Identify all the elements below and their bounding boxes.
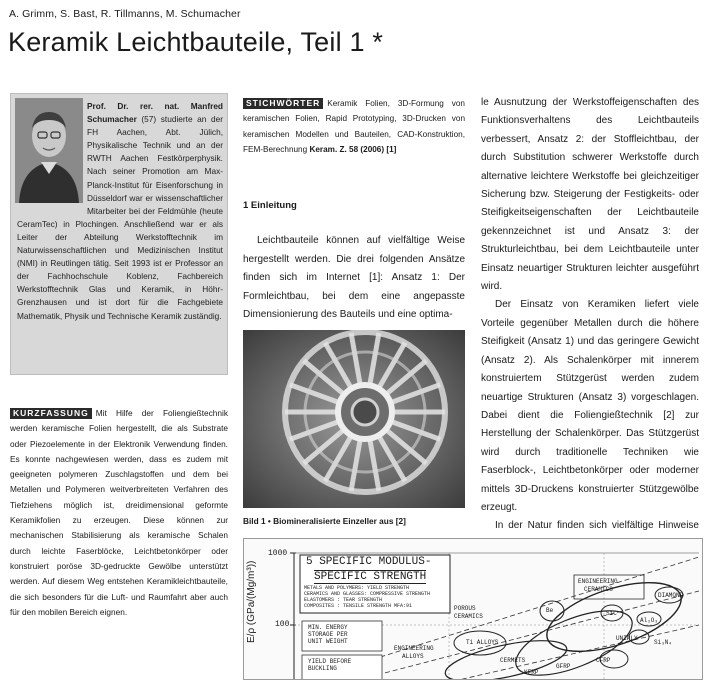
figure-1-micrograph <box>243 330 465 508</box>
figure-1-caption: Bild 1 • Biomineralisierte Einzeller aus [2] <box>243 516 406 526</box>
body-paragraph-1: le Ausnutzung der Werkstoffeigenschaften des Funktionsverhaltens des Leichtbauteils verbessert, Ansatz 2: der Stoffleichtbau, der durch Substitution schwerer Werkstoffe durch alternative leichtere Werkstoffe bei gleichzeitiger Sicherung bzw. Steigerung der Festigkeits- oder Steifigkeitseigenschaften der Leichtbauteile gekennzeichnet ist und Ansatz 3: der Strukturleichtbau, bei dem Leichtbauteile unter Einsatz neuartiger Strukturen leichter ausgeführt wird. <box>481 97 699 293</box>
region-label: ENGINEERING <box>394 645 434 652</box>
region-label: ALLOYS <box>402 653 424 660</box>
author-bio-box <box>10 93 228 375</box>
region-label: CERAMICS <box>584 586 613 593</box>
keywords-label: STICHWÖRTER <box>243 98 323 109</box>
chart-legend-line: ELASTOMERS : TEAR STRENGTH <box>304 597 383 603</box>
chart-legend-line: COMPOSITES : TENSILE STRENGTH MFA:91 <box>304 603 413 609</box>
yield-line: BUCKLING <box>308 665 337 672</box>
chart-title-line-1: 5 SPECIFIC MODULUS- <box>306 556 432 568</box>
abstract-text: Mit Hilfe der Foliengießtechnik werden keramische Folien hergestellt, die als Substrate oder Piezoelemente in der Elektronik Verwendung finden. Es konnte nachgewiesen werden, dass es zudem mit geeigneten polymeren Zuschlagstoffen und dem bei Metallen und Polymeren weitverbreiteten Verfahren des Tiefziehens möglich ist, dreidimensional geformte Keramikfolien zu erzeugen. Diese können zur mechanischen Stabilisierung als keramische Schalen durch leichte Faserblöcke, Leichtbetonkörper oder konstruiert poröse 3D-gedruckte Gewölbe unterstützt werden. Auf diesem Weg entstehen Keramikleichtbauteile, die sich besonders für die Luft- und Raumfahrt aber auch für den mobilen Bereich eignen. <box>10 408 228 617</box>
region-label: POROUS <box>454 605 476 612</box>
region-label: DIAMOND <box>658 592 684 599</box>
region-label: Al₂O₃ <box>640 617 659 624</box>
figure-2-ashby-chart <box>243 538 703 680</box>
y-tick-100: 100 <box>275 620 290 629</box>
body-paragraph-2: Der Einsatz von Keramiken liefert viele Vorteile gegenüber Metallen durch die höhere Steifigkeit (Ansatz 1) und das geringere Gewicht (Ansatz 2). Als Schalenkörper mit innerem konstruiertem Stützgerüst werden zudem neuartige Strukturen (Ansatz 3) vorgeschlagen. Dabei dient die Foliengießtechnik [2] zur Herstellung der Schalenkörper. Das Stützgerüst wird durch traditionelle Techniken wie Faserblock-, Leichtbetonkörper oder moderner mittels 3D-Druckens konstruierter Stützgewölbe erzeugt. <box>481 299 699 513</box>
body-paragraph-3: In der Natur finden sich vielfältige Hinweise <box>495 520 699 532</box>
chart-legend-line: CERAMICS AND GLASSES: COMPRESSIVE STRENGTH <box>304 591 431 597</box>
chart-title-line-2: SPECIFIC STRENGTH <box>314 571 427 583</box>
region-label: CFRP <box>596 657 611 664</box>
chart-legend <box>304 585 430 609</box>
yield-line: YIELD BEFORE <box>308 658 352 665</box>
region-label: Si₃N₄ <box>654 639 673 646</box>
region-label: ENGINEERING <box>578 578 618 585</box>
abstract <box>10 406 228 620</box>
intro-text <box>243 232 465 325</box>
author-line: A. Grimm, S. Bast, R. Tillmanns, M. Schumacher <box>9 8 241 20</box>
y-tick-1000: 1000 <box>268 549 288 558</box>
author-bio-text <box>17 100 223 323</box>
section-heading: 1 Einleitung <box>243 200 297 211</box>
intro-paragraph: Leichtbauteile können auf vielfältige Weise hergestellt werden. Die drei folgenden Ansätze finden sich im Internet [1]: Ansatz 1: Der Formleichtbau, bei dem eine angepasste Dimensionierung des Bauteils und eine optima- <box>243 235 465 321</box>
min-energy-label <box>308 624 348 645</box>
region-label: GFRP <box>556 663 571 670</box>
region-label: Ti ALLOYS <box>466 639 499 646</box>
article-title: Keramik Leichtbauteile, Teil 1 * <box>8 27 384 57</box>
region-label: UNIPLY <box>616 635 638 642</box>
region-label: CERMETS <box>500 657 526 664</box>
region-label: KFRP <box>524 669 539 676</box>
chart-y-axis-label: E/ρ (GPa/(Mg/m³)) <box>246 560 257 643</box>
region-label: CERAMICS <box>454 613 483 620</box>
region-label: SiC <box>606 610 617 617</box>
abstract-label: KURZFASSUNG <box>10 408 92 419</box>
min-energy-line: MIN. ENERGY <box>308 624 348 631</box>
keywords <box>243 96 465 158</box>
keywords-reference: Keram. Z. 58 (2006) [1] <box>309 145 397 155</box>
min-energy-line: UNIT WEIGHT <box>308 638 348 645</box>
chart-legend-line: METALS AND POLYMERS: YIELD STRENGTH <box>304 585 410 591</box>
keywords-text: Keramik Folien, 3D-Formung von keramischen Folien, Rapid Prototyping, 3D-Drucken von keramischen Modellen und Bauteilen, CAD-Konstruktion, FEM-Berechnung <box>243 99 465 155</box>
region-label: Be <box>546 607 554 614</box>
min-energy-line: STORAGE PER <box>308 631 348 638</box>
body-column-right <box>481 94 699 573</box>
yield-before-buckling-label <box>308 658 351 672</box>
author-name: Prof. Dr. rer. nat. Manfred Schumacher <box>87 101 223 125</box>
author-bio-body: (57) studierte an der FH Aachen, Abt. Jülich, Physikalische Technik und an der RWTH Aachen Festkörperphysik. Nach seiner Promotion am Max-Planck-Institut für Eisenforschung in Düsseldorf war er wissenschaftlicher Mitarbeiter bei der Feldmühle (heute CeramTec) in Plochingen. Anschließend war er als Leiter der Abteilung Werkstofftechnik im Naturwissenschaftlichen und Medizinischen Institut (NMI) in Reutlingen tätig. Seit 1993 ist er Professor an der Fachhochschule Koblenz, Fachbereich Werkstofftechnik Glas und Keramik, in Höhr-Grenzhausen und ist dort für die Fachgebiete Mathematik, Physik und Technische Keramik zuständig. <box>17 114 223 321</box>
